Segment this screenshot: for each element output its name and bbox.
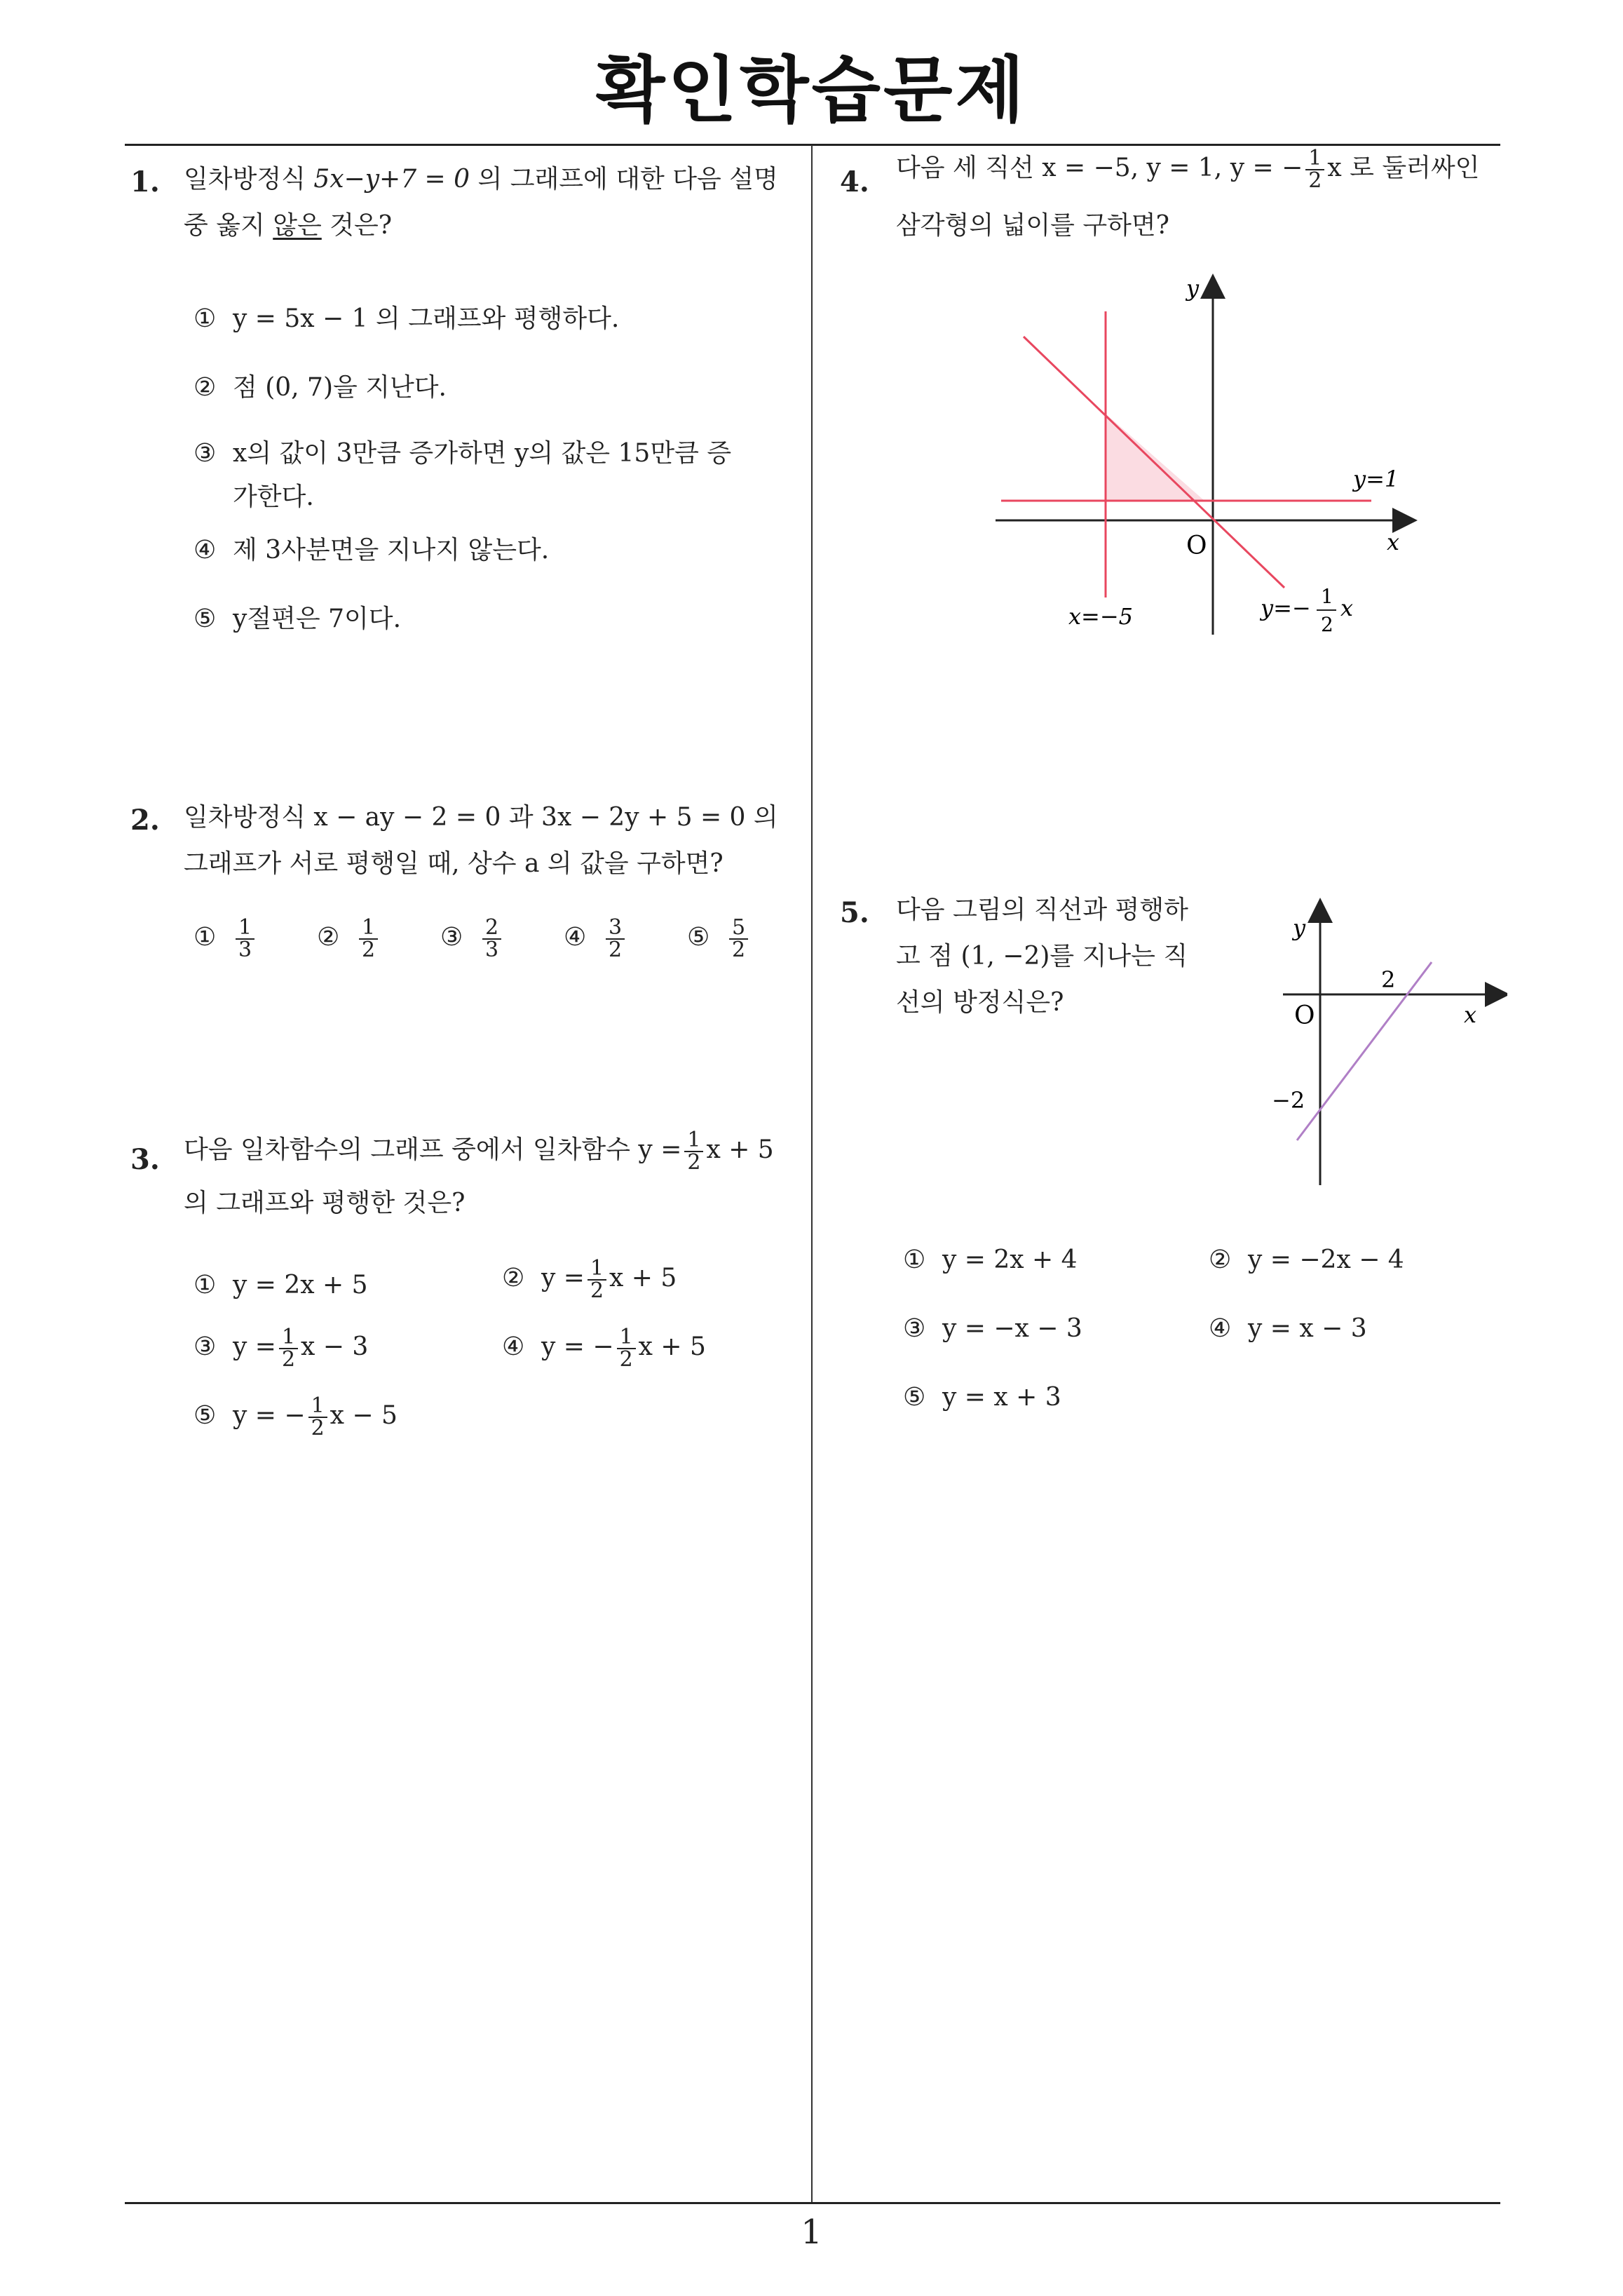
x-axis-label: x bbox=[1387, 529, 1400, 555]
y-axis-label: y bbox=[1186, 275, 1200, 302]
q1-option-1[interactable] bbox=[193, 302, 619, 337]
q1-text-c: 중 옳지 bbox=[184, 211, 273, 240]
question-text-line2: 고 점 (1, −2)를 지나는 직 bbox=[896, 942, 1188, 971]
label-diagonal-prefix: y=− bbox=[1261, 595, 1311, 621]
label-diagonal-num: 1 bbox=[1321, 585, 1333, 608]
option-fraction: $\frac{2}{3}$ bbox=[482, 917, 501, 961]
option-text: y절편은 7이다. bbox=[233, 605, 402, 633]
question-text bbox=[896, 147, 1527, 191]
question-text-line2: 삼각형의 넓이를 구하면? bbox=[896, 211, 1169, 240]
q3-option-3[interactable]: ③ y = $\frac{1}{2}$ x − 3 bbox=[193, 1325, 369, 1372]
q2-option-3[interactable] bbox=[440, 917, 504, 961]
option-text: y = x − 3 bbox=[1248, 1314, 1367, 1343]
x-intercept-label: 2 bbox=[1381, 966, 1396, 993]
option-mark: ③ bbox=[903, 1314, 926, 1343]
option-fraction: $\frac{1}{2}$ bbox=[588, 1258, 606, 1302]
q2-option-1[interactable] bbox=[193, 917, 257, 961]
question-text bbox=[184, 158, 808, 201]
q5-option-4[interactable] bbox=[1209, 1311, 1367, 1346]
option-mark: ② bbox=[1209, 1245, 1232, 1274]
q3-option-2[interactable]: ② y = $\frac{1}{2}$ x + 5 bbox=[502, 1256, 677, 1303]
q3-fraction: $\frac{1}{2}$ bbox=[684, 1130, 703, 1173]
q5-option-1[interactable] bbox=[903, 1243, 1078, 1278]
q1-option-4[interactable] bbox=[193, 533, 549, 568]
q5-graph bbox=[1227, 898, 1507, 1192]
option-fraction: $\frac{5}{2}$ bbox=[729, 917, 748, 961]
y-axis-label: y bbox=[1293, 914, 1306, 941]
q1-text-a: 일차방정식 bbox=[184, 165, 314, 194]
q4-fraction: $\frac{1}{2}$ bbox=[1305, 148, 1324, 191]
line-diagonal bbox=[1024, 337, 1284, 588]
page-number: 1 bbox=[801, 2213, 822, 2252]
label-y1: y=1 bbox=[1353, 466, 1399, 492]
q1-option-5[interactable] bbox=[193, 602, 401, 637]
option-mark: ⑤ bbox=[193, 1401, 217, 1430]
label-diagonal-den: 2 bbox=[1321, 613, 1333, 636]
question-text: 일차방정식 x − ay − 2 = 0 과 3x − 2y + 5 = 0 의 bbox=[184, 803, 778, 832]
option-mark: ④ bbox=[502, 1332, 525, 1361]
question-number: 5. bbox=[840, 896, 869, 929]
bottom-rule bbox=[125, 2202, 1500, 2204]
page-title: 확인학습문제 bbox=[595, 49, 1028, 133]
q1-text-b: 의 그래프에 대한 다음 설명 bbox=[470, 165, 778, 194]
q5-option-3[interactable] bbox=[903, 1311, 1082, 1346]
q1-option-3[interactable] bbox=[193, 436, 731, 471]
option-text: y = x + 3 bbox=[942, 1383, 1061, 1412]
option-mark: ① bbox=[193, 304, 217, 333]
origin-label: O bbox=[1186, 532, 1207, 560]
q3-text-a: 다음 일차함수의 그래프 중에서 일차함수 y = bbox=[184, 1135, 682, 1164]
x-axis-label: x bbox=[1464, 1001, 1477, 1028]
option-fraction: $\frac{1}{2}$ bbox=[617, 1327, 636, 1370]
question-number: 4. bbox=[840, 166, 869, 198]
option-text: 점 (0, 7)을 지난다. bbox=[233, 373, 447, 402]
label-diagonal-suffix: x bbox=[1340, 595, 1354, 621]
q1-option-2[interactable] bbox=[193, 370, 447, 405]
q5-option-5[interactable] bbox=[903, 1380, 1061, 1415]
option-fraction: $\frac{3}{2}$ bbox=[606, 917, 625, 961]
option-text: y = 2x + 4 bbox=[942, 1245, 1078, 1274]
q2-option-2[interactable] bbox=[317, 917, 381, 961]
option-mark: ⑤ bbox=[193, 605, 217, 633]
question-text-line3: 선의 방정식은? bbox=[896, 988, 1064, 1017]
option-mark: ① bbox=[903, 1245, 926, 1274]
option-mark: ⑤ bbox=[903, 1383, 926, 1412]
q3-text-b: x + 5 bbox=[706, 1135, 774, 1164]
q1-text-d: 것은? bbox=[321, 211, 393, 240]
y-intercept-label: −2 bbox=[1272, 1087, 1305, 1114]
option-mark: ① bbox=[193, 1271, 217, 1299]
option-text-cont: 가한다. bbox=[233, 482, 314, 511]
q4-text-a: 다음 세 직선 x = −5, y = 1, y = − bbox=[896, 154, 1303, 182]
option-mark: ④ bbox=[564, 923, 587, 952]
q1-underlined-word: 않은 bbox=[273, 211, 322, 240]
option-text: y = −2x − 4 bbox=[1248, 1245, 1404, 1274]
question-text-line2: 의 그래프와 평행한 것은? bbox=[184, 1189, 466, 1217]
option-text: 제 3사분면을 지나지 않는다. bbox=[233, 536, 550, 565]
option-fraction: $\frac{1}{2}$ bbox=[308, 1396, 327, 1439]
q4-text-b: x 로 둘러싸인 bbox=[1327, 154, 1480, 182]
option-fraction: $\frac{1}{2}$ bbox=[359, 917, 378, 961]
option-mark: ④ bbox=[193, 536, 217, 565]
q4-graph bbox=[982, 266, 1430, 659]
graph-line bbox=[1297, 962, 1432, 1140]
option-text: x의 값이 3만큼 증가하면 y의 값은 15만큼 증 bbox=[233, 439, 732, 468]
option-mark: ③ bbox=[193, 1332, 217, 1361]
option-mark: ② bbox=[193, 373, 217, 402]
question-number: 3. bbox=[130, 1143, 160, 1176]
option-mark: ② bbox=[502, 1264, 525, 1292]
option-mark: ③ bbox=[440, 923, 463, 952]
triangle-region bbox=[1106, 414, 1204, 501]
option-fraction: $\frac{1}{3}$ bbox=[236, 917, 254, 961]
q2-option-5[interactable] bbox=[687, 917, 751, 961]
q5-option-2[interactable] bbox=[1209, 1243, 1404, 1278]
column-divider bbox=[811, 145, 813, 2202]
option-fraction: $\frac{1}{2}$ bbox=[279, 1327, 298, 1370]
question-number: 1. bbox=[130, 166, 160, 198]
option-mark: ② bbox=[317, 923, 340, 952]
option-mark: ⑤ bbox=[687, 923, 710, 952]
option-text: y = −x − 3 bbox=[942, 1314, 1082, 1343]
option-mark: ① bbox=[193, 923, 217, 952]
question-text bbox=[184, 1129, 815, 1173]
option-text: y = 5x − 1 의 그래프와 평행하다. bbox=[233, 304, 620, 333]
q1-option-3-cont bbox=[233, 480, 314, 515]
question-text-line2: 그래프가 서로 평행일 때, 상수 a 의 값을 구하면? bbox=[184, 849, 724, 878]
top-rule bbox=[125, 144, 1500, 146]
option-mark: ③ bbox=[193, 439, 217, 468]
question-text-line2 bbox=[184, 205, 808, 247]
q3-option-1[interactable] bbox=[193, 1268, 368, 1303]
origin-label: O bbox=[1294, 1001, 1315, 1030]
q2-option-4[interactable] bbox=[564, 917, 627, 961]
question-number: 2. bbox=[130, 804, 160, 837]
q3-option-4[interactable]: ④ y = − $\frac{1}{2}$ x + 5 bbox=[502, 1325, 706, 1372]
q3-option-5[interactable]: ⑤ y = − $\frac{1}{2}$ x − 5 bbox=[193, 1393, 398, 1440]
question-text: 다음 그림의 직선과 평행하 bbox=[896, 896, 1188, 924]
q1-equation: 5x−y+7 = 0 bbox=[313, 165, 470, 194]
option-text: y = 2x + 5 bbox=[233, 1271, 368, 1299]
option-mark: ④ bbox=[1209, 1314, 1232, 1343]
label-x-minus5: x=−5 bbox=[1068, 603, 1134, 630]
